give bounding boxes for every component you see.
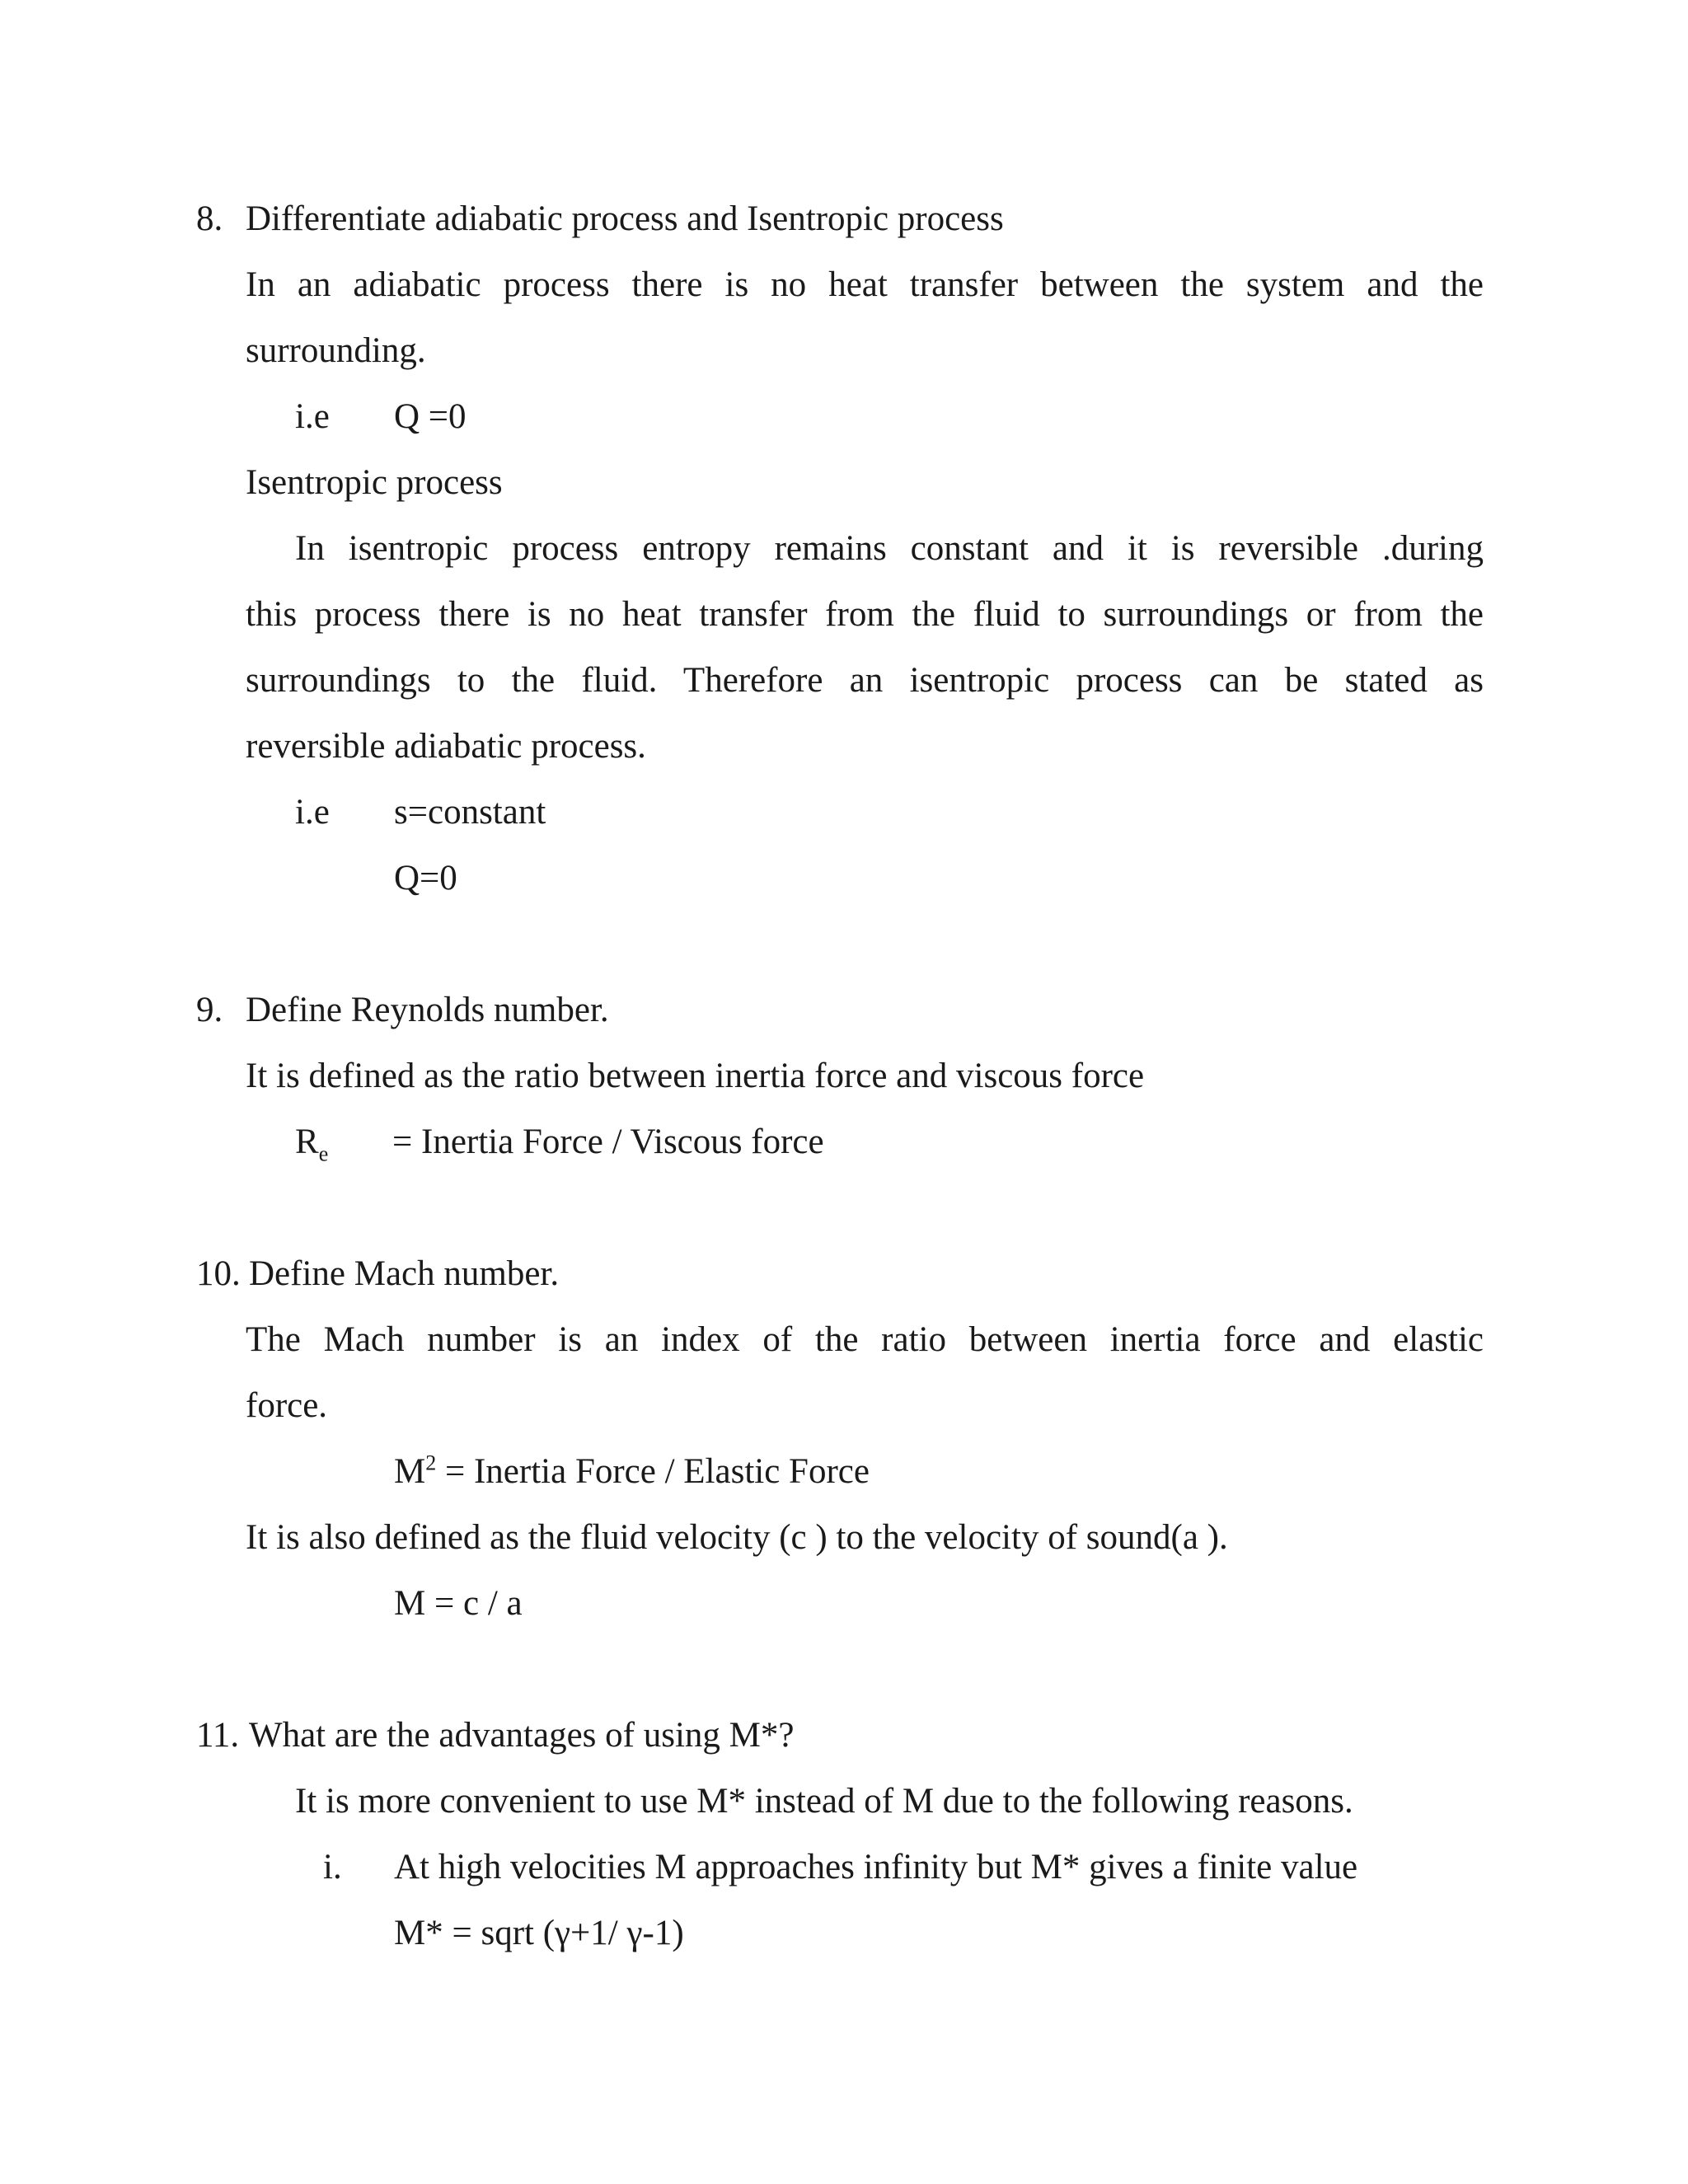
q11-line-1: It is more convenient to use M* instead of M due to the following reasons. [295, 1782, 1353, 1821]
q10-equation-1 [394, 1451, 870, 1493]
q11-item-text: At high velocities M approaches infinity but M* gives a finite value [394, 1848, 1358, 1886]
q8-paragraph-line-2: this process there is no heat transfer from the fluid to surroundings or from the [246, 595, 1484, 634]
q8-line-1: In an adiabatic process there is no heat transfer between the system and the [246, 265, 1484, 304]
q8-paragraph-line-1: In isentropic process entropy remains constant and it is reversible .during [295, 529, 1484, 568]
q10-title: Define Mach number. [249, 1254, 560, 1293]
q9-equation-rhs: = Inertia Force / Viscous force [392, 1122, 824, 1161]
q8-line-2: surrounding. [246, 331, 426, 370]
mach-symbol: M [394, 1452, 426, 1491]
q8-ie-2: i.e [295, 793, 330, 832]
q8-paragraph-line-3: surroundings to the fluid. Therefore an isentropic process can be stated as [246, 661, 1484, 700]
q9-title: Define Reynolds number. [246, 991, 609, 1029]
q10-equation-2: M = c / a [394, 1584, 523, 1623]
q8-paragraph-line-4: reversible adiabatic process. [246, 727, 646, 766]
q10-line-3: It is also defined as the fluid velocity (c ) to the velocity of sound(a ). [246, 1518, 1228, 1557]
q9-line-1: It is defined as the ratio between inertia force and viscous force [246, 1057, 1145, 1095]
mach-equation-rhs: = Inertia Force / Elastic Force [436, 1452, 870, 1491]
mach-superscript: 2 [425, 1451, 437, 1475]
q8-ie-1: i.e [295, 397, 330, 436]
q11-item-marker: i. [323, 1848, 342, 1886]
q10-line-2: force. [246, 1386, 328, 1425]
reynolds-subscript: e [318, 1141, 329, 1166]
q11-number: 11. [196, 1716, 240, 1755]
q10-number: 10. [196, 1254, 241, 1293]
q8-equation-3: Q=0 [394, 859, 457, 898]
q8-number: 8. [196, 199, 223, 238]
q8-equation-1: Q =0 [394, 397, 467, 436]
q9-equation-symbol [295, 1121, 328, 1164]
q10-line-1: The Mach number is an index of the ratio between inertia force and elastic [246, 1320, 1484, 1359]
q11-title: What are the advantages of using M*? [249, 1716, 795, 1755]
q11-equation: M* = sqrt (γ+1/ γ-1) [394, 1914, 684, 1952]
reynolds-symbol: R [295, 1122, 319, 1161]
q8-subheading: Isentropic process [246, 463, 503, 502]
q9-number: 9. [196, 991, 223, 1029]
q8-title: Differentiate adiabatic process and Isentropic process [246, 199, 1004, 238]
q8-equation-2: s=constant [394, 793, 546, 832]
